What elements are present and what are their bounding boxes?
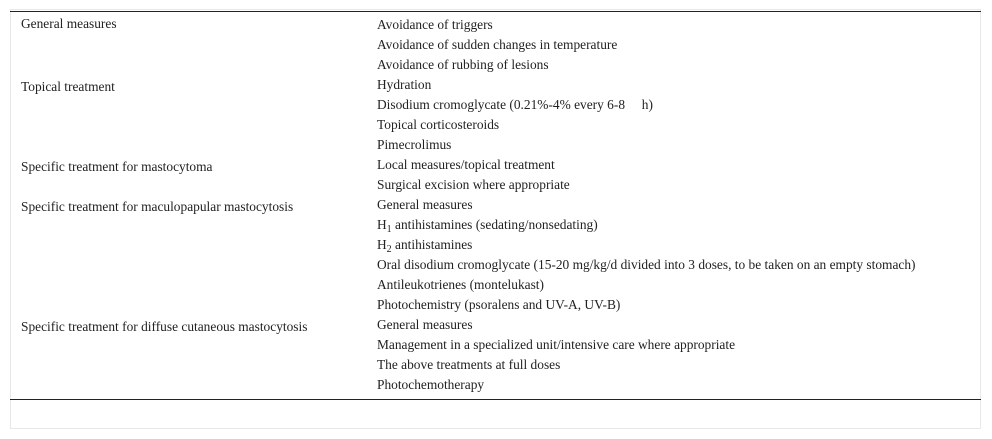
table-row-topical-treatment	[10, 75, 981, 155]
list-item: Disodium cromoglycate (0.21%-4% every 6-8 h)	[377, 97, 653, 112]
list-item: Pimecrolimus	[377, 137, 452, 152]
table-row-diffuse-cutaneous	[10, 315, 981, 400]
item-prefix: H	[377, 217, 387, 232]
item-subscript: 2	[386, 244, 392, 255]
table-row-general-measures	[10, 12, 981, 76]
items-cell	[377, 75, 981, 155]
item-suffix: antihistamines (sedating/nonsedating)	[391, 217, 598, 232]
item-prefix: H	[377, 237, 387, 252]
list-item: Avoidance of triggers	[377, 17, 493, 32]
items-cell	[377, 315, 981, 400]
items-cell	[377, 12, 981, 76]
list-item: Surgical excision where appropriate	[377, 177, 570, 192]
list-item: Photochemotherapy	[377, 377, 485, 392]
category-cell: General measures	[21, 16, 117, 31]
items-cell	[377, 155, 981, 195]
table-row-mastocytoma	[10, 155, 981, 195]
list-item: Management in a specialized unit/intensive care where appropriate	[377, 337, 736, 352]
table-row-maculopapular	[10, 195, 981, 315]
list-item	[377, 235, 951, 255]
list-item: General measures	[377, 317, 473, 332]
list-item: Photochemistry (psoralens and UV-A, UV-B)	[377, 297, 621, 312]
category-cell: Specific treatment for mastocytoma	[21, 159, 213, 174]
category-cell: Specific treatment for diffuse cutaneous mastocytosis	[21, 319, 308, 334]
list-item: Oral disodium cromoglycate (15-20 mg/kg/d divided into 3 doses, to be taken on an empty stomach)	[377, 257, 916, 272]
list-item: Topical corticosteroids	[377, 117, 500, 132]
category-cell: Specific treatment for maculopapular mastocytosis	[21, 199, 294, 214]
list-item: The above treatments at full doses	[377, 357, 561, 372]
items-cell	[377, 195, 981, 315]
list-item: Antileukotrienes (montelukast)	[377, 277, 544, 292]
item-subscript: 1	[386, 224, 392, 235]
list-item: Local measures/topical treatment	[377, 157, 555, 172]
treatment-table	[10, 11, 981, 400]
list-item: Avoidance of rubbing of lesions	[377, 57, 549, 72]
list-item: Avoidance of sudden changes in temperature	[377, 37, 618, 52]
list-item: Hydration	[377, 77, 432, 92]
item-suffix: antihistamines	[391, 237, 473, 252]
list-item	[377, 215, 951, 235]
category-cell: Topical treatment	[21, 79, 115, 94]
list-item: General measures	[377, 197, 473, 212]
